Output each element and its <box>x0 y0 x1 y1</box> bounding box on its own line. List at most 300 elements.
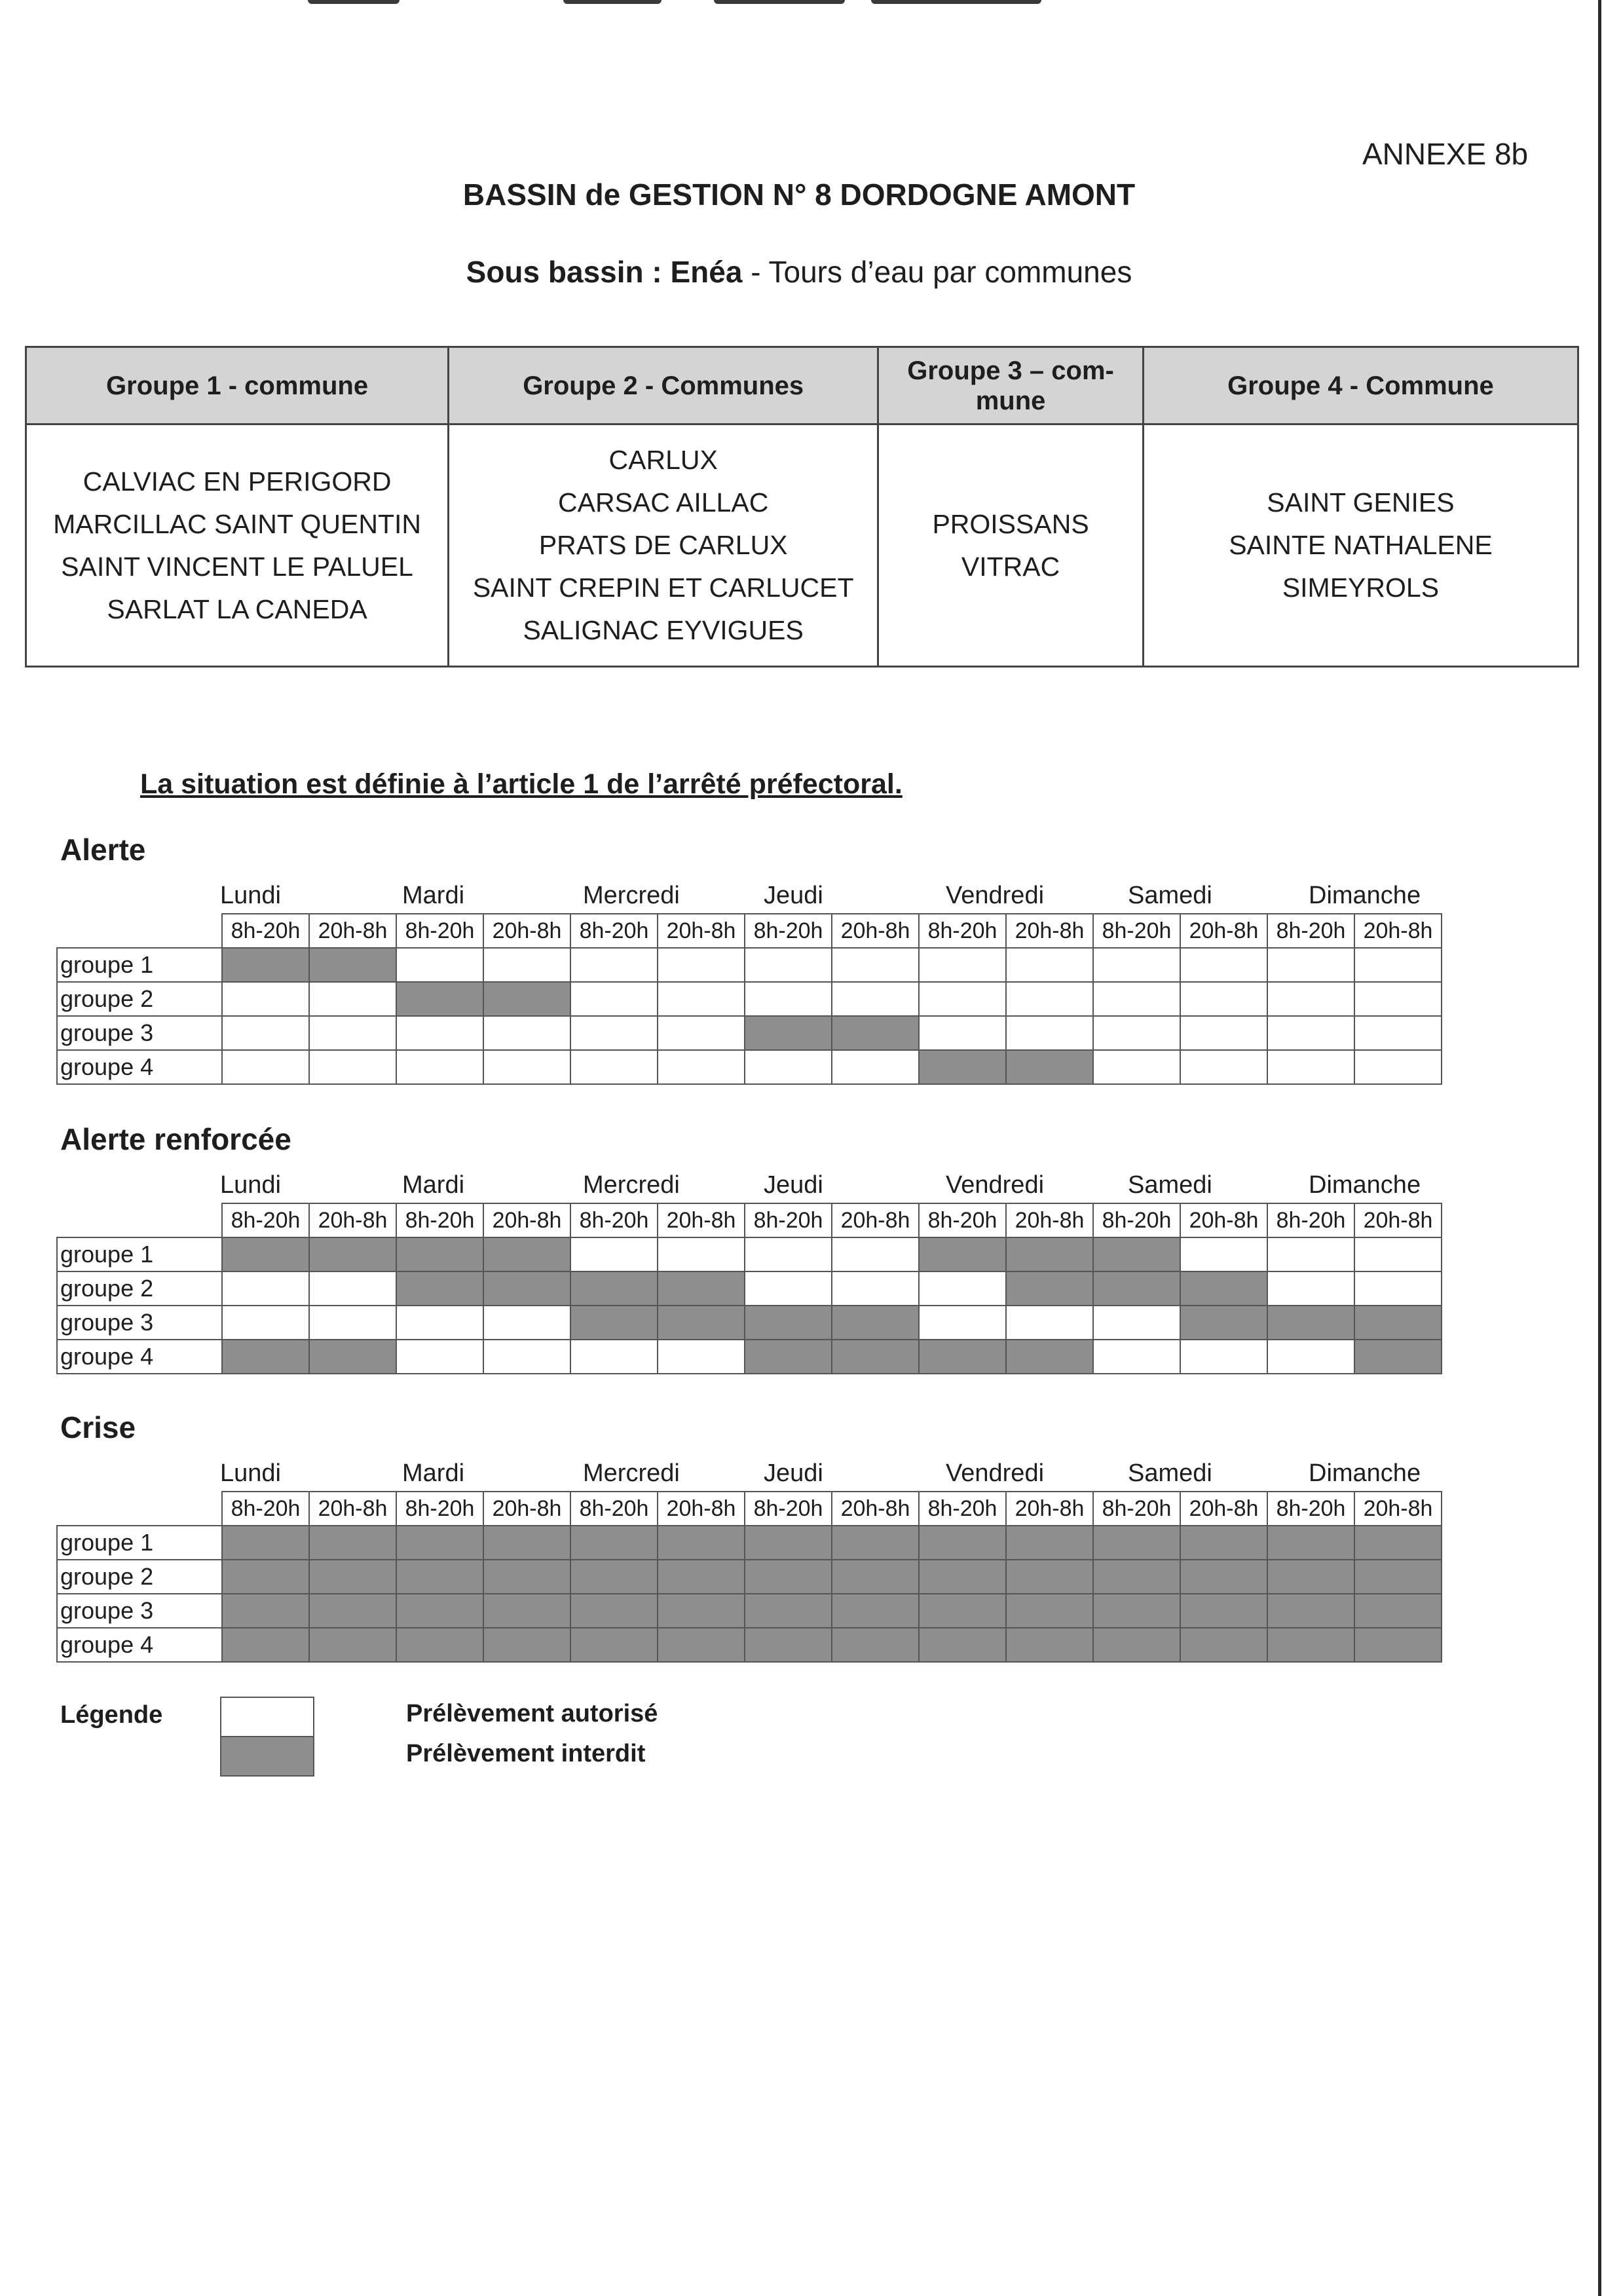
slot-cell-forbidden <box>745 1594 832 1628</box>
slot-cell-forbidden <box>745 1526 832 1560</box>
schedule-title: Alerte <box>60 833 146 867</box>
slot-cell-allowed <box>570 1050 658 1084</box>
day-label: Lundi <box>220 882 281 909</box>
slot-cell-forbidden <box>1267 1306 1354 1340</box>
slot-label: 8h-20h <box>919 1203 1006 1237</box>
legend-swatch-forbidden <box>220 1736 314 1777</box>
slot-cell-allowed <box>1354 1016 1442 1050</box>
scan-top-marks <box>0 0 1621 7</box>
slot-cell-forbidden <box>658 1271 745 1306</box>
slot-cell-forbidden <box>1006 1271 1093 1306</box>
grid-corner <box>57 1203 222 1237</box>
slot-cell-allowed <box>1093 1340 1180 1374</box>
legend-swatch-allowed <box>220 1697 314 1737</box>
slot-cell-allowed <box>1093 948 1180 982</box>
slot-label: 20h-8h <box>832 1203 919 1237</box>
slot-cell-allowed <box>570 1016 658 1050</box>
slot-label: 8h-20h <box>919 1492 1006 1526</box>
slot-cell-forbidden <box>1267 1526 1354 1560</box>
slot-label: 20h-8h <box>1354 914 1442 948</box>
slot-cell-forbidden <box>222 1628 309 1662</box>
day-label: Mercredi <box>583 1459 680 1487</box>
slot-label: 8h-20h <box>570 1203 658 1237</box>
slot-cell-allowed <box>570 982 658 1016</box>
slot-cell-allowed <box>1006 1016 1093 1050</box>
group-label: groupe 4 <box>57 1628 222 1662</box>
commune-name: CARSAC AILLAC <box>558 487 769 518</box>
slot-label: 8h-20h <box>919 914 1006 948</box>
slot-cell-forbidden <box>1180 1306 1267 1340</box>
slot-label: 8h-20h <box>745 1203 832 1237</box>
slot-cell-allowed <box>1267 948 1354 982</box>
slot-cell-forbidden <box>483 982 570 1016</box>
day-label: Mercredi <box>583 882 680 909</box>
commune-name: PRATS DE CARLUX <box>538 530 788 560</box>
slot-cell-allowed <box>1180 1050 1267 1084</box>
group-row <box>57 982 1442 1016</box>
group-row <box>57 1526 1442 1560</box>
slot-cell-forbidden <box>745 1340 832 1374</box>
slot-label: 8h-20h <box>1093 914 1180 948</box>
slot-cell-forbidden <box>1006 1526 1093 1560</box>
slot-cell-allowed <box>1267 1237 1354 1271</box>
slot-cell-allowed <box>1093 1306 1180 1340</box>
slot-cell-forbidden <box>396 1271 483 1306</box>
slot-cell-allowed <box>1354 982 1442 1016</box>
slot-cell-forbidden <box>658 1306 745 1340</box>
slot-cell-forbidden <box>1354 1306 1442 1340</box>
group-label: groupe 3 <box>57 1594 222 1628</box>
slot-cell-allowed <box>1267 1050 1354 1084</box>
communes-header-row <box>26 347 1578 424</box>
slot-cell-forbidden <box>919 1628 1006 1662</box>
subtitle-separator: - <box>742 255 769 289</box>
schedule-title: Alerte renforcée <box>60 1122 291 1156</box>
slot-label: 20h-8h <box>309 1492 396 1526</box>
slot-cell-forbidden <box>832 1526 919 1560</box>
slot-cell-allowed <box>222 1271 309 1306</box>
slot-cell-forbidden <box>570 1526 658 1560</box>
slot-cell-forbidden <box>222 1594 309 1628</box>
slot-cell-allowed <box>396 1306 483 1340</box>
slot-cell-allowed <box>1006 1306 1093 1340</box>
slot-cell-forbidden <box>570 1628 658 1662</box>
slot-label: 8h-20h <box>396 1492 483 1526</box>
slot-cell-allowed <box>1180 1340 1267 1374</box>
slot-cell-forbidden <box>1006 1237 1093 1271</box>
day-label: Dimanche <box>1309 1459 1421 1487</box>
group-row <box>57 1340 1442 1374</box>
communes-group-list <box>26 424 449 667</box>
day-label: Dimanche <box>1309 1171 1421 1199</box>
day-label: Samedi <box>1128 1171 1212 1199</box>
slot-label: 8h-20h <box>222 914 309 948</box>
communes-group-header: Groupe 3 – com-mune <box>878 347 1144 424</box>
slot-cell-allowed <box>1354 948 1442 982</box>
slot-label: 20h-8h <box>1354 1203 1442 1237</box>
slot-cell-allowed <box>832 948 919 982</box>
slot-label: 8h-20h <box>1093 1203 1180 1237</box>
day-label: Jeudi <box>764 1459 823 1487</box>
slot-cell-forbidden <box>570 1271 658 1306</box>
slot-label: 8h-20h <box>222 1203 309 1237</box>
slot-cell-forbidden <box>396 1560 483 1594</box>
group-row <box>57 1050 1442 1084</box>
slot-cell-allowed <box>570 1237 658 1271</box>
communes-group-list <box>449 424 878 667</box>
slot-cell-allowed <box>919 948 1006 982</box>
slot-cell-forbidden <box>222 948 309 982</box>
day-label: Mercredi <box>583 1171 680 1199</box>
slot-label: 20h-8h <box>1354 1492 1442 1526</box>
group-row <box>57 948 1442 982</box>
slot-cell-allowed <box>745 948 832 982</box>
slot-cell-allowed <box>396 1050 483 1084</box>
page-subtitle <box>0 254 1598 290</box>
slot-cell-allowed <box>745 982 832 1016</box>
slot-cell-forbidden <box>1093 1594 1180 1628</box>
communes-group-list <box>878 424 1144 667</box>
slot-cell-forbidden <box>832 1628 919 1662</box>
schedule-grid <box>56 1491 1442 1663</box>
slot-cell-forbidden <box>919 1050 1006 1084</box>
slot-cell-allowed <box>1267 1016 1354 1050</box>
slot-label: 20h-8h <box>1180 914 1267 948</box>
communes-group-header: Groupe 1 - commune <box>26 347 449 424</box>
slot-cell-forbidden <box>658 1560 745 1594</box>
commune-name: CALVIAC EN PERIGORD <box>83 466 392 497</box>
day-label: Samedi <box>1128 1459 1212 1487</box>
slot-cell-allowed <box>832 1050 919 1084</box>
slot-cell-allowed <box>658 1340 745 1374</box>
slot-cell-forbidden <box>570 1594 658 1628</box>
subtitle-label: Sous bassin : Enéa <box>466 255 743 289</box>
communes-table <box>25 346 1579 668</box>
slot-cell-forbidden <box>396 1628 483 1662</box>
slot-cell-forbidden <box>396 982 483 1016</box>
slot-cell-allowed <box>309 1271 396 1306</box>
group-row <box>57 1016 1442 1050</box>
slot-cell-allowed <box>222 1050 309 1084</box>
slot-label: 20h-8h <box>1180 1203 1267 1237</box>
slot-cell-forbidden <box>222 1237 309 1271</box>
slot-cell-forbidden <box>1006 1050 1093 1084</box>
slot-header-row <box>57 914 1442 948</box>
slot-cell-forbidden <box>745 1016 832 1050</box>
slot-cell-forbidden <box>1180 1271 1267 1306</box>
slot-cell-allowed <box>1354 1237 1442 1271</box>
slot-label: 20h-8h <box>1006 1203 1093 1237</box>
slot-cell-forbidden <box>745 1560 832 1594</box>
scan-edge <box>1598 0 1601 2296</box>
slot-cell-forbidden <box>1093 1237 1180 1271</box>
slot-cell-forbidden <box>396 1526 483 1560</box>
schedule-grid <box>56 913 1442 1085</box>
slot-cell-forbidden <box>658 1628 745 1662</box>
slot-cell-forbidden <box>1006 1594 1093 1628</box>
slot-cell-forbidden <box>1354 1560 1442 1594</box>
slot-header-row <box>57 1492 1442 1526</box>
slot-cell-forbidden <box>309 1340 396 1374</box>
slot-cell-allowed <box>1180 1237 1267 1271</box>
slot-cell-allowed <box>658 1237 745 1271</box>
slot-label: 8h-20h <box>1267 1492 1354 1526</box>
slot-cell-allowed <box>658 1050 745 1084</box>
slot-cell-forbidden <box>309 1594 396 1628</box>
day-label: Dimanche <box>1309 882 1421 909</box>
slot-cell-forbidden <box>1093 1271 1180 1306</box>
slot-cell-allowed <box>483 948 570 982</box>
slot-cell-allowed <box>919 1306 1006 1340</box>
group-row <box>57 1237 1442 1271</box>
slot-cell-allowed <box>309 982 396 1016</box>
group-label: groupe 1 <box>57 948 222 982</box>
grid-corner <box>57 1492 222 1526</box>
slot-cell-forbidden <box>483 1526 570 1560</box>
slot-cell-allowed <box>1354 1271 1442 1306</box>
slot-cell-allowed <box>1267 982 1354 1016</box>
slot-cell-forbidden <box>832 1016 919 1050</box>
slot-cell-forbidden <box>832 1560 919 1594</box>
slot-cell-allowed <box>1006 982 1093 1016</box>
group-label: groupe 2 <box>57 1560 222 1594</box>
slot-cell-allowed <box>745 1237 832 1271</box>
slot-cell-allowed <box>832 1271 919 1306</box>
slot-cell-forbidden <box>1180 1594 1267 1628</box>
commune-name: MARCILLAC SAINT QUENTIN <box>53 508 422 539</box>
slot-label: 8h-20h <box>1267 914 1354 948</box>
group-label: groupe 2 <box>57 982 222 1016</box>
slot-cell-allowed <box>919 1016 1006 1050</box>
group-label: groupe 4 <box>57 1340 222 1374</box>
slot-cell-forbidden <box>1093 1560 1180 1594</box>
slot-label: 8h-20h <box>745 914 832 948</box>
slot-label: 20h-8h <box>658 1203 745 1237</box>
slot-cell-allowed <box>483 1306 570 1340</box>
slot-cell-allowed <box>309 1050 396 1084</box>
slot-cell-forbidden <box>309 1560 396 1594</box>
group-row <box>57 1594 1442 1628</box>
slot-cell-forbidden <box>919 1526 1006 1560</box>
slot-cell-forbidden <box>222 1526 309 1560</box>
slot-cell-forbidden <box>1006 1340 1093 1374</box>
slot-label: 8h-20h <box>570 914 658 948</box>
slot-cell-forbidden <box>1267 1594 1354 1628</box>
slot-cell-allowed <box>832 1237 919 1271</box>
day-label: Mardi <box>402 1171 465 1199</box>
slot-cell-forbidden <box>832 1340 919 1374</box>
slot-cell-forbidden <box>658 1526 745 1560</box>
day-label: Vendredi <box>946 882 1045 909</box>
slot-cell-forbidden <box>658 1594 745 1628</box>
day-label: Lundi <box>220 1459 281 1487</box>
slot-cell-forbidden <box>309 1237 396 1271</box>
slot-cell-forbidden <box>1093 1526 1180 1560</box>
slot-cell-forbidden <box>1006 1628 1093 1662</box>
slot-cell-allowed <box>745 1050 832 1084</box>
group-label: groupe 3 <box>57 1016 222 1050</box>
slot-label: 20h-8h <box>483 1203 570 1237</box>
slot-cell-allowed <box>745 1271 832 1306</box>
slot-cell-allowed <box>658 982 745 1016</box>
slot-label: 20h-8h <box>1006 1492 1093 1526</box>
slot-cell-forbidden <box>1354 1594 1442 1628</box>
slot-label: 8h-20h <box>1267 1203 1354 1237</box>
slot-cell-forbidden <box>745 1628 832 1662</box>
slot-label: 20h-8h <box>1180 1492 1267 1526</box>
slot-label: 8h-20h <box>222 1492 309 1526</box>
communes-body-row <box>26 424 1578 667</box>
slot-cell-forbidden <box>832 1594 919 1628</box>
slot-cell-allowed <box>1267 1271 1354 1306</box>
slot-label: 8h-20h <box>396 914 483 948</box>
slot-cell-forbidden <box>919 1560 1006 1594</box>
slot-cell-allowed <box>1093 1016 1180 1050</box>
slot-cell-forbidden <box>1354 1628 1442 1662</box>
day-label: Samedi <box>1128 882 1212 909</box>
slot-cell-forbidden <box>483 1594 570 1628</box>
slot-cell-forbidden <box>570 1560 658 1594</box>
day-label: Mardi <box>402 882 465 909</box>
slot-cell-forbidden <box>1180 1526 1267 1560</box>
subtitle-text: Tours d’eau par communes <box>768 255 1132 289</box>
day-label: Lundi <box>220 1171 281 1199</box>
slot-cell-allowed <box>483 1340 570 1374</box>
slot-cell-allowed <box>396 1340 483 1374</box>
commune-name: CARLUX <box>608 445 718 475</box>
commune-name: SARLAT LA CANEDA <box>107 593 367 624</box>
slot-cell-forbidden <box>483 1271 570 1306</box>
slot-cell-forbidden <box>919 1340 1006 1374</box>
slot-label: 20h-8h <box>658 914 745 948</box>
slot-cell-forbidden <box>1180 1628 1267 1662</box>
slot-cell-forbidden <box>919 1594 1006 1628</box>
slot-cell-forbidden <box>396 1237 483 1271</box>
slot-cell-forbidden <box>1180 1560 1267 1594</box>
slot-label: 20h-8h <box>1006 914 1093 948</box>
slot-cell-allowed <box>570 1340 658 1374</box>
slot-cell-allowed <box>1093 982 1180 1016</box>
group-label: groupe 2 <box>57 1271 222 1306</box>
slot-label: 8h-20h <box>1093 1492 1180 1526</box>
commune-name: SAINTE NATHALENE <box>1229 530 1493 560</box>
slot-cell-forbidden <box>1267 1560 1354 1594</box>
slot-label: 20h-8h <box>309 914 396 948</box>
slot-label: 20h-8h <box>309 1203 396 1237</box>
situation-note: La situation est définie à l’article 1 de l’arrêté préfectoral. <box>140 768 903 800</box>
slot-cell-allowed <box>1180 948 1267 982</box>
slot-cell-allowed <box>1354 1050 1442 1084</box>
slot-cell-allowed <box>919 982 1006 1016</box>
slot-label: 20h-8h <box>832 914 919 948</box>
slot-cell-forbidden <box>222 1560 309 1594</box>
slot-header-row <box>57 1203 1442 1237</box>
slot-cell-allowed <box>919 1271 1006 1306</box>
group-label: groupe 3 <box>57 1306 222 1340</box>
slot-cell-allowed <box>658 1016 745 1050</box>
commune-name: SAINT GENIES <box>1267 487 1455 518</box>
slot-label: 8h-20h <box>396 1203 483 1237</box>
slot-cell-allowed <box>483 1016 570 1050</box>
slot-cell-allowed <box>1267 1340 1354 1374</box>
day-label: Vendredi <box>946 1459 1045 1487</box>
slot-cell-allowed <box>1180 1016 1267 1050</box>
slot-cell-allowed <box>309 1306 396 1340</box>
commune-name: SALIGNAC EYVIGUES <box>523 615 804 645</box>
day-label: Vendredi <box>946 1171 1045 1199</box>
schedule-grid <box>56 1203 1442 1374</box>
slot-label: 8h-20h <box>570 1492 658 1526</box>
slot-cell-forbidden <box>1006 1560 1093 1594</box>
group-label: groupe 1 <box>57 1526 222 1560</box>
slot-cell-allowed <box>1093 1050 1180 1084</box>
day-label: Jeudi <box>764 1171 823 1199</box>
slot-cell-allowed <box>309 1016 396 1050</box>
slot-cell-allowed <box>396 1016 483 1050</box>
communes-group-header: Groupe 2 - Communes <box>449 347 878 424</box>
group-row <box>57 1560 1442 1594</box>
group-row <box>57 1306 1442 1340</box>
slot-cell-forbidden <box>483 1237 570 1271</box>
slot-cell-forbidden <box>1354 1340 1442 1374</box>
slot-cell-allowed <box>570 948 658 982</box>
communes-group-header: Groupe 4 - Commune <box>1143 347 1578 424</box>
slot-cell-allowed <box>396 948 483 982</box>
group-label: groupe 4 <box>57 1050 222 1084</box>
slot-cell-allowed <box>1006 948 1093 982</box>
legend-allowed-text: Prélèvement autorisé <box>406 1700 658 1727</box>
slot-cell-forbidden <box>222 1340 309 1374</box>
legend-label: Légende <box>60 1701 163 1729</box>
slot-cell-forbidden <box>309 948 396 982</box>
slot-cell-allowed <box>222 1016 309 1050</box>
communes-group-list <box>1143 424 1578 667</box>
slot-label: 8h-20h <box>745 1492 832 1526</box>
commune-name: SIMEYROLS <box>1282 573 1440 603</box>
slot-cell-forbidden <box>483 1628 570 1662</box>
commune-name: VITRAC <box>961 551 1060 582</box>
slot-cell-forbidden <box>396 1594 483 1628</box>
slot-cell-forbidden <box>309 1526 396 1560</box>
annexe-label: ANNEXE 8b <box>1362 137 1529 171</box>
slot-cell-forbidden <box>832 1306 919 1340</box>
slot-cell-forbidden <box>570 1306 658 1340</box>
group-label: groupe 1 <box>57 1237 222 1271</box>
slot-cell-allowed <box>222 982 309 1016</box>
slot-cell-allowed <box>222 1306 309 1340</box>
slot-label: 20h-8h <box>832 1492 919 1526</box>
day-label: Mardi <box>402 1459 465 1487</box>
slot-cell-forbidden <box>483 1560 570 1594</box>
slot-cell-allowed <box>1180 982 1267 1016</box>
slot-cell-forbidden <box>745 1306 832 1340</box>
schedule-title: Crise <box>60 1410 136 1444</box>
day-label: Jeudi <box>764 882 823 909</box>
commune-name: SAINT VINCENT LE PALUEL <box>61 551 413 582</box>
slot-cell-allowed <box>658 948 745 982</box>
slot-cell-forbidden <box>1267 1628 1354 1662</box>
group-row <box>57 1628 1442 1662</box>
slot-cell-forbidden <box>1354 1526 1442 1560</box>
slot-cell-forbidden <box>919 1237 1006 1271</box>
legend-forbidden-text: Prélèvement interdit <box>406 1740 646 1767</box>
slot-cell-allowed <box>832 982 919 1016</box>
page-title: BASSIN de GESTION N° 8 DORDOGNE AMONT <box>462 178 1136 212</box>
slot-label: 20h-8h <box>483 914 570 948</box>
slot-label: 20h-8h <box>658 1492 745 1526</box>
slot-label: 20h-8h <box>483 1492 570 1526</box>
slot-cell-forbidden <box>309 1628 396 1662</box>
